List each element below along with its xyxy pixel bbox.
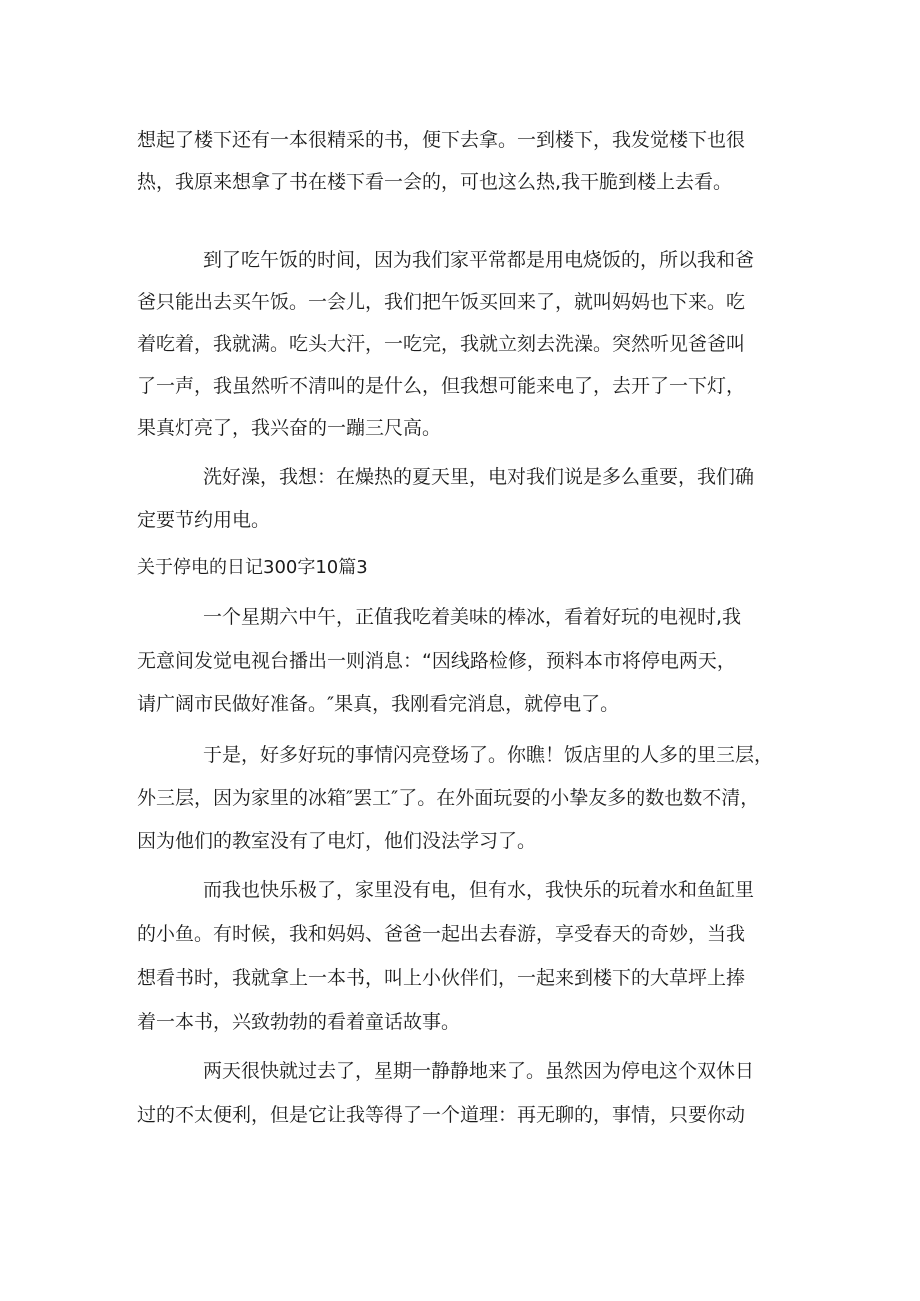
paragraph-first-line: 洗好澡，我想：在燥热的夏天里，电对我们说是多么重要，我们确	[203, 466, 755, 488]
text-line: 爸只能出去买午饭。一会儿，我们把午饭买回来了，就叫妈妈也下来。吃	[137, 291, 746, 313]
text-line: 因为他们的教室没有了电灯，他们没法学习了。	[137, 830, 537, 852]
paragraph-first-line: 到了吃午饭的时间，因为我们家平常都是用电烧饭的，所以我和爸	[203, 249, 755, 271]
section-heading: 关于停电的日记300字10篇3	[137, 557, 368, 578]
text-line: 过的不太便利，但是它让我等得了一个道理：再无聊的，事情，只要你动	[137, 1104, 746, 1126]
text-line: 外三层，因为家里的冰箱″罢工″了。在外面玩耍的小挚友多的数也数不清，	[137, 787, 760, 809]
paragraph-first-line: 两天很快就过去了，星期一静静地来了。虽然因为停电这个双休日	[203, 1060, 755, 1082]
text-line: 定要节约用电。	[137, 509, 271, 531]
text-line: 了一声，我虽然听不清叫的是什么，但我想可能来电了，去开了一下灯，	[137, 375, 746, 397]
text-line: 想起了楼下还有一本很精采的书，便下去拿。一到楼下，我发觉楼下也很	[137, 129, 746, 151]
paragraph-first-line: 而我也快乐极了，家里没有电，但有水，我快乐的玩着水和鱼缸里	[203, 879, 755, 901]
paragraph-first-line: 于是，好多好玩的事情闪亮登场了。你瞧！饭店里的人多的里三层，	[203, 744, 774, 766]
text-line: 请广阔市民做好准备。″果真，我刚看完消息，就停电了。	[137, 693, 620, 715]
text-line: 的小鱼。有时候，我和妈妈、爸爸一起出去春游，享受春天的奇妙，当我	[137, 923, 746, 945]
text-line: 无意间发觉电视台播出一则消息：“因线路检修，预料本市将停电两天，	[137, 650, 736, 672]
text-line: 想看书时，我就拿上一本书，叫上小伙伴们，一起来到楼下的大草坪上捧	[137, 967, 746, 989]
text-line: 果真灯亮了，我兴奋的一蹦三尺高。	[137, 417, 442, 439]
text-line: 热，我原来想拿了书在楼下看一会的，可也这么热,我干脆到楼上去看。	[137, 171, 733, 193]
paragraph-first-line: 一个星期六中午，正值我吃着美味的棒冰，看着好玩的电视时,我	[203, 606, 742, 628]
text-line: 着吃着，我就满。吃头大汗，一吃完，我就立刻去洗澡。突然听见爸爸叫	[137, 333, 746, 355]
text-line: 着一本书，兴致勃勃的看着童话故事。	[137, 1011, 461, 1033]
